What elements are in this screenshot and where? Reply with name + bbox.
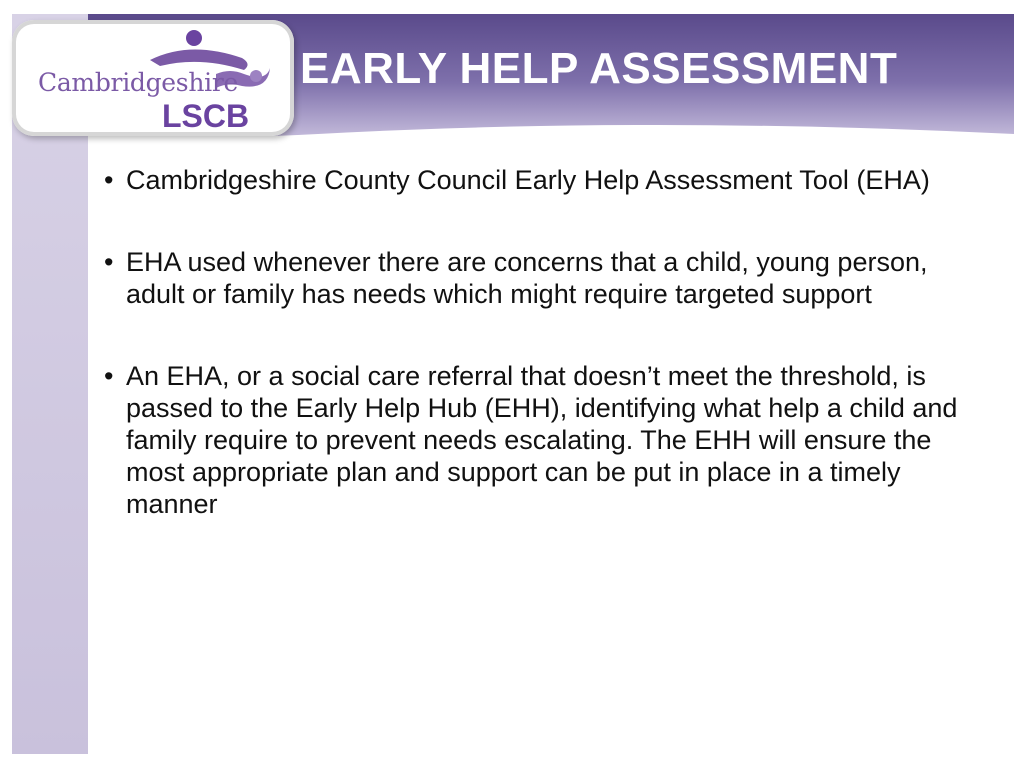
bullet-marker: • [104, 247, 114, 277]
logo-wordmark: Cambridgeshire [38, 68, 238, 97]
bullet-text: An EHA, or a social care referral that doesn’t meet the threshold, is passed to the Early Help Hub (EHH), identifying what help a child and family require to prevent needs escalating. The EHH will ensure the most appropriate plan and support can be put in place in a timely manner [126, 361, 958, 519]
bullet-item [104, 164, 984, 196]
bullet-text: EHA used whenever there are concerns that a child, young person, adult or family has needs which might require targeted support [126, 247, 928, 309]
logo-panel [20, 28, 286, 134]
bullet-marker: • [104, 361, 114, 391]
logo-badge [12, 20, 294, 136]
bullet-item [104, 246, 984, 310]
bullet-item [104, 360, 984, 520]
bullet-text: Cambridgeshire County Council Early Help Assessment Tool (EHA) [126, 165, 930, 195]
bullet-marker: • [104, 165, 114, 195]
slide-title: EARLY HELP ASSESSMENT [300, 44, 898, 93]
bullet-list [104, 164, 984, 570]
logo-abbreviation: LSCB [162, 98, 250, 134]
